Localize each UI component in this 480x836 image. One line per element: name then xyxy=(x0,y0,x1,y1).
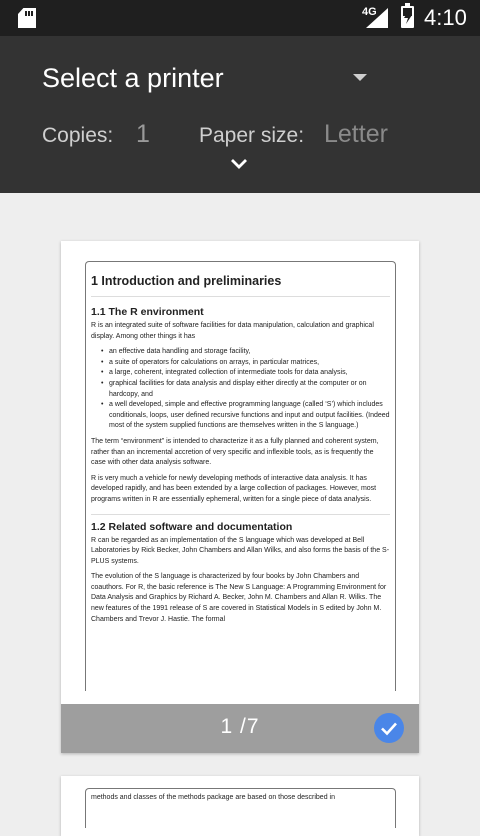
page-selected-check-icon[interactable] xyxy=(374,713,404,743)
document-title: 1 Introduction and preliminaries xyxy=(91,274,390,297)
section-heading: 1.1 The R environment xyxy=(91,306,204,318)
clock: 4:10 xyxy=(424,5,467,30)
paragraph: R can be regarded as an implementation of the S language which was developed at Bell Laboratories by Rick Becker, John Chambers and Allan Wilks, and also forms the basis of the S-PLUS systems. xyxy=(91,536,390,565)
list-item: • a suite of operators for calculations on arrays, in particular matrices, xyxy=(101,358,390,369)
list-item: • graphical facilities for data analysis and display either directly at the computer or on hardcopy, and xyxy=(101,379,390,400)
expand-options-icon[interactable] xyxy=(229,157,249,171)
page-content: methods and classes of the methods package are based on those described in xyxy=(85,788,396,828)
check-icon xyxy=(374,713,404,743)
network-type-label: 4G xyxy=(362,6,377,18)
paragraph: The term “environment” is intended to characterize it as a fully planned and coherent system, rather than an incremental accretion of very specific and inflexible tools, as is frequently the case with other data analysis software. xyxy=(91,437,379,467)
sd-card-icon xyxy=(18,8,36,28)
paragraph: The evolution of the S language is characterized by four books by John Chambers and coauthors. For R, the basic reference is The New S Language: A Programming Environment for Data Analysis and Graphics by Richard A. Becker, John M. Chambers and Allan R. Wilks. The new features of the 1991 release of S are covered in Statistical Models in S edited by John M. Chambers and Trevor J. Hastie. The formal xyxy=(91,573,387,623)
print-options-header xyxy=(0,36,480,193)
paragraph: R is very much a vehicle for newly developing methods of interactive data analysis. It has developed rapidly, and has been extended by a large collection of packages. However, most programs written in R are essentially ephemeral, written for a single piece of data analysis. xyxy=(91,474,377,503)
page-preview-2[interactable] xyxy=(61,776,419,836)
paper-size-label: Paper size: xyxy=(199,124,305,147)
section-heading: 1.2 Related software and documentation xyxy=(91,520,293,533)
copies-label: Copies: xyxy=(42,124,114,147)
signal-icon xyxy=(366,8,388,28)
page-preview-1[interactable] xyxy=(61,241,419,753)
page-indicator: 1 /7 xyxy=(220,715,260,738)
copies-input[interactable]: 1 xyxy=(136,120,150,148)
status-bar xyxy=(0,0,480,36)
dropdown-arrow-icon[interactable] xyxy=(353,74,367,81)
bullet-list xyxy=(101,347,390,432)
printer-select[interactable]: Select a printer xyxy=(42,63,224,93)
paper-size-select[interactable]: Letter xyxy=(324,120,388,148)
paragraph: R is an integrated suite of software facilities for data manipulation, calculation and graphical display. Among other things it has xyxy=(91,322,374,340)
list-item: • a large, coherent, integrated collection of intermediate tools for data analysis, xyxy=(101,368,390,379)
charging-bolt-icon xyxy=(403,10,413,24)
list-item: • a well developed, simple and effective programming language (called ‘S’) which includes conditionals, loops, user defined recursive functions and input and output facilities. (Indeed most of the system supplied functions are themselves written in the S language.) xyxy=(101,400,390,432)
divider xyxy=(91,514,390,515)
page-footer xyxy=(61,704,419,753)
list-item: • an effective data handling and storage facility, xyxy=(101,347,390,358)
page-content xyxy=(85,261,396,691)
